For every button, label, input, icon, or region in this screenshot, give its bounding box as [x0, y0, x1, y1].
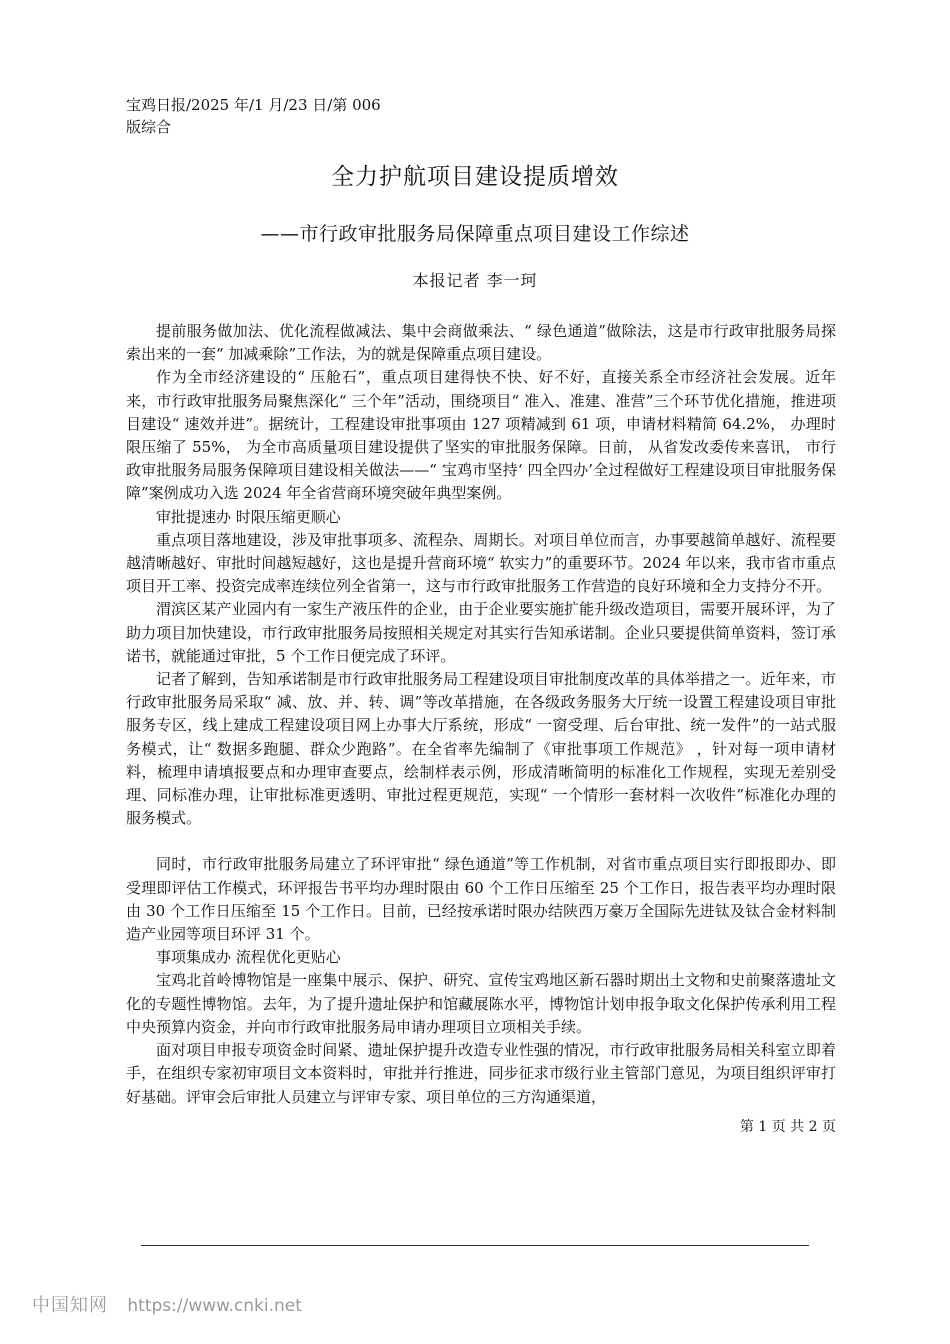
article-title: 全力护航项目建设提质增效 [331, 164, 619, 190]
section-heading: 审批提速办 时限压缩更顺心 [156, 507, 341, 526]
source-line-1: 宝鸡日报/2025 年/1 月/23 日/第 006 [126, 96, 381, 114]
page-number: 第 1 页 共 2 页 [739, 1119, 836, 1135]
watermark-brand: 中国知网 [32, 1295, 108, 1316]
source-line-2: 版综合 [126, 118, 172, 136]
source-info [126, 94, 426, 138]
paragraph: 重点项目落地建设，涉及审批事项多、流程杂、周期长。对项目单位而言，办事要越简单越好、流程要越清晰越好、审批时间越短越好，这也是提升营商环境“ 软实力”的重要环节。2024 年以来，我市省市重点项目开工率、投资完成率连续位列全省第一，这与市行政审批服务工作营造的良好环境和全力支持分不开。 [126, 530, 836, 596]
paragraph: 记者了解到，告知承诺制是市行政审批服务局工程建设项目审批制度改革的具体举措之一。近年来，市行政审批服务局采取“ 减、放、并、转、调”等改革措施，在各级政务服务大厅统一设置工程建设项目审批服务专区，线上建成工程建设项目网上办事大厅系统，形成“ 一窗受理、后台审批、统一发件”的一站式服务模式，让“ 数据多跑腿、群众少跑路”。在全省率先编制了《审批事项工作规范》 ，针对每一项申请材料，梳理申请填报要点和办理审查要点，绘制样表示例，形成清晰简明的标准化工作规程，实现无差别受理、同标准办理，让审批标准更透明、审批过程更规范，实现“ 一个情形一套材料一次收件”标准化办理的服务模式。 [126, 670, 836, 828]
paragraph: 渭滨区某产业园内有一家生产液压件的企业，由于企业要实施扩能升级改造项目，需要开展环评，为了助力项目加快建设，市行政审批服务局按照相关规定对其实行告知承诺制。企业只要提供简单资料，签订承诺书，就能通过审批，5 个工作日便完成了环评。 [126, 600, 836, 665]
paragraph: 提前服务做加法、优化流程做减法、集中会商做乘法、“ 绿色通道”做除法，这是市行政审批服务局探索出来的一套“ 加减乘除”工作法，为的就是保障重点项目建设。 [126, 322, 836, 364]
paragraph: 面对项目申报专项资金时间紧、遗址保护提升改造专业性强的情况，市行政审批服务局相关科室立即着手，在组织专家初审项目文本资料时，审批并行推进，同步征求市级行业主管部门意见，为项目组织评审打好基础。评审会后审批人员建立与评审专家、项目单位的三方沟通渠道， [126, 1041, 836, 1106]
watermark-url: https://www.cnki.net [127, 1296, 302, 1316]
article-byline: 本报记者 李一珂 [412, 271, 538, 290]
footer-divider [141, 1245, 809, 1246]
cnki-watermark [32, 1293, 302, 1319]
section-heading: 事项集成办 流程优化更贴心 [156, 948, 341, 967]
article-body [126, 320, 836, 1109]
paragraph: 同时，市行政审批服务局建立了环评审批“ 绿色通道”等工作机制，对省市重点项目实行即报即办、即受理即评估工作模式，环评报告书平均办理时限由 60 个工作日压缩至 25 个工作日，报告表平均办理时限由 30 个工作日压缩至 15 个工作日。目前，已经按承诺时限办结陕西万豪万全国际先进钛及钛合金材料制造产业园等项目环评 31 个。 [126, 855, 836, 944]
paragraph: 作为全市经济建设的“ 压舱石”，重点项目建得快不快、好不好，直接关系全市经济社会发展。近年来，市行政审批服务局聚焦深化“ 三个年”活动，围绕项目“ 准入、准建、准营”三个环节优化措施，推进项目建设“ 速效并进”。据统计，工程建设审批事项由 127 项精减到 61 项，申请材料精简 64.2%， 办理时限压缩了 55%， 为全市高质量项目建设提供了坚实的审批服务保障。日前， 从省发改委传来喜讯， 市行政审批服务局服务保障项目建设相关做法——“ 宝鸡市坚持‘ 四全四办’全过程做好工程建设项目审批服务保障”案例成功入选 2024 年全省营商环境突破年典型案例。 [126, 368, 836, 503]
article-subtitle: ——市行政审批服务局保障重点项目建设工作综述 [260, 223, 690, 245]
paragraph: 宝鸡北首岭博物馆是一座集中展示、保护、研究、宣传宝鸡地区新石器时期出土文物和史前聚落遗址文化的专题性博物馆。去年，为了提升遗址保护和馆藏展陈水平，博物馆计划申报争取文化保护传承利用工程中央预算内资金，并向市行政审批服务局申请办理项目立项相关手续。 [126, 971, 836, 1036]
